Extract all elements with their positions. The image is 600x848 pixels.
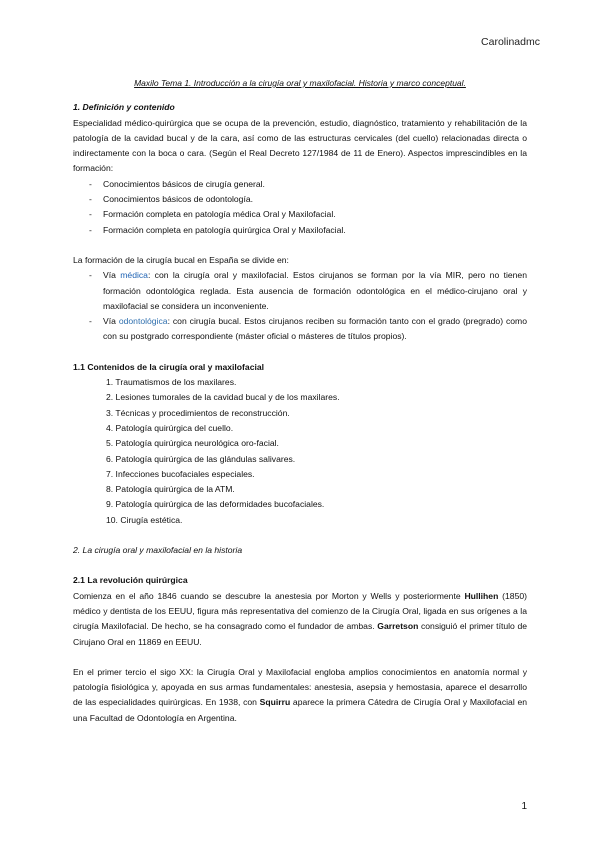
- text-run: aparece la primera Cátedra de Cirugía Oral y Maxilofacial en una Facultad de Odontología en Argentina.: [73, 697, 527, 723]
- list-item: 9. Patología quirúrgica de las deformidades bucofaciales.: [106, 499, 325, 510]
- document-title: Maxilo Tema 1. Introducción a la cirugía oral y maxilofacial. Historia y marco conceptual.: [134, 78, 466, 88]
- list-item: - Formación completa en patología médica Oral y Maxilofacial.: [73, 207, 527, 222]
- definition-paragraph: Especialidad médico-quirúrgica que se ocupa de la prevención, estudio, diagnóstico, tratamiento y rehabilitación de la patología de la cavidad bucal y de la cara, así como de las estructuras cervicales (del cuello) relacionadas directa o indirectamente con la boca o cara. (Según el Real Decreto 127/1984 de 11 de Enero). Aspectos imprescindibles en la formación:: [73, 117, 527, 174]
- via-medica-keyword: médica: [120, 270, 148, 281]
- name-hullihen: Hullihen: [464, 590, 499, 601]
- history-paragraph-1: [73, 589, 527, 650]
- text-run: En el primer tercio el sigo XX: la Cirugía Oral y Maxilofacial engloba amplios conocimientos en anatomía normal y patología fisiológica y, apoyada en sus armas fundamentales: anestesia, asepsia y hemostasia, aparece el desarrollo de las especialidades quirúrgicas. En 1938, con: [73, 666, 527, 708]
- name-garretson: Garretson: [377, 621, 419, 632]
- section-2-heading: 2. La cirugía oral y maxilofacial en la historia: [73, 545, 243, 556]
- via-odontologica-keyword: odontológica: [118, 316, 168, 327]
- list-item: 6. Patología quirúrgica de las glándulas salivares.: [106, 453, 296, 464]
- via-prefix: Vía: [103, 270, 121, 281]
- section-1-heading: 1. Definición y contenido: [73, 102, 175, 113]
- list-item: 2. Lesiones tumorales de la cavidad bucal y de los maxilares.: [106, 392, 340, 403]
- list-item-via-odontologica: [73, 314, 527, 345]
- via-prefix: Vía: [103, 316, 119, 327]
- contents-list: [73, 375, 527, 528]
- via-odontologica-text: : con cirugía bucal. Estos cirujanos reciben su formación tanto con el grado (pregrado) como con su postgrado correspondiente (máster oficial o másteres de títulos propios).: [103, 316, 527, 342]
- list-item: 7. Infecciones bucofaciales especiales.: [106, 468, 255, 479]
- name-squirru: Squirru: [259, 697, 291, 708]
- list-item: 10. Cirugía estética.: [106, 514, 183, 525]
- list-item: - Conocimientos básicos de cirugía general.: [73, 177, 527, 192]
- section-2-1-heading: 2.1 La revolución quirúrgica: [73, 575, 188, 586]
- via-medica-text: : con la cirugía oral y maxilofacial. Estos cirujanos se forman por la vía MIR, pero no tienen formación odontológica reglada. Esta ausencia de formación odontológica en el médico-cirujano oral y maxilofacial se considera un inconveniente.: [103, 270, 527, 311]
- list-item: 3. Técnicas y procedimientos de reconstrucción.: [106, 407, 290, 418]
- text-run: (1850) médico y dentista de los EEUU, figura más representativa del comienzo de la Cirugía Oral, ligada en sus orígenes a la cirugía Maxilofacial. De hecho, se ha consagrado como el fundador de ambas.: [73, 590, 527, 632]
- division-intro: La formación de la cirugía bucal en España se divide en:: [73, 254, 289, 265]
- history-paragraph-2: [73, 665, 527, 726]
- author-header: Carolinadmc: [481, 36, 540, 48]
- text-run: consiguió el primer título de Cirujano Oral en 11869 en EEUU.: [73, 621, 527, 647]
- section-1-1-heading: 1.1 Contenidos de la cirugía oral y maxilofacial: [73, 361, 265, 372]
- list-item: 8. Patología quirúrgica de la ATM.: [106, 484, 235, 495]
- text-run: Comienza en el año 1846 cuando se descubre la anestesia por Morton y Wells y posteriormente: [73, 590, 465, 601]
- list-item: 4. Patología quirúrgica del cuello.: [106, 422, 234, 433]
- training-paths-list: [73, 268, 527, 344]
- list-item: 5. Patología quirúrgica neurológica oro-facial.: [106, 438, 279, 449]
- page-number: 1: [521, 801, 527, 812]
- list-item: 1. Traumatismos de los maxilares.: [106, 377, 237, 388]
- document-body: [73, 76, 527, 726]
- list-item: - Conocimientos básicos de odontología.: [73, 192, 527, 207]
- list-item: - Formación completa en patología quirúrgica Oral y Maxilofacial.: [73, 223, 527, 238]
- list-item-via-medica: [73, 268, 527, 314]
- training-aspects-list: [73, 177, 527, 238]
